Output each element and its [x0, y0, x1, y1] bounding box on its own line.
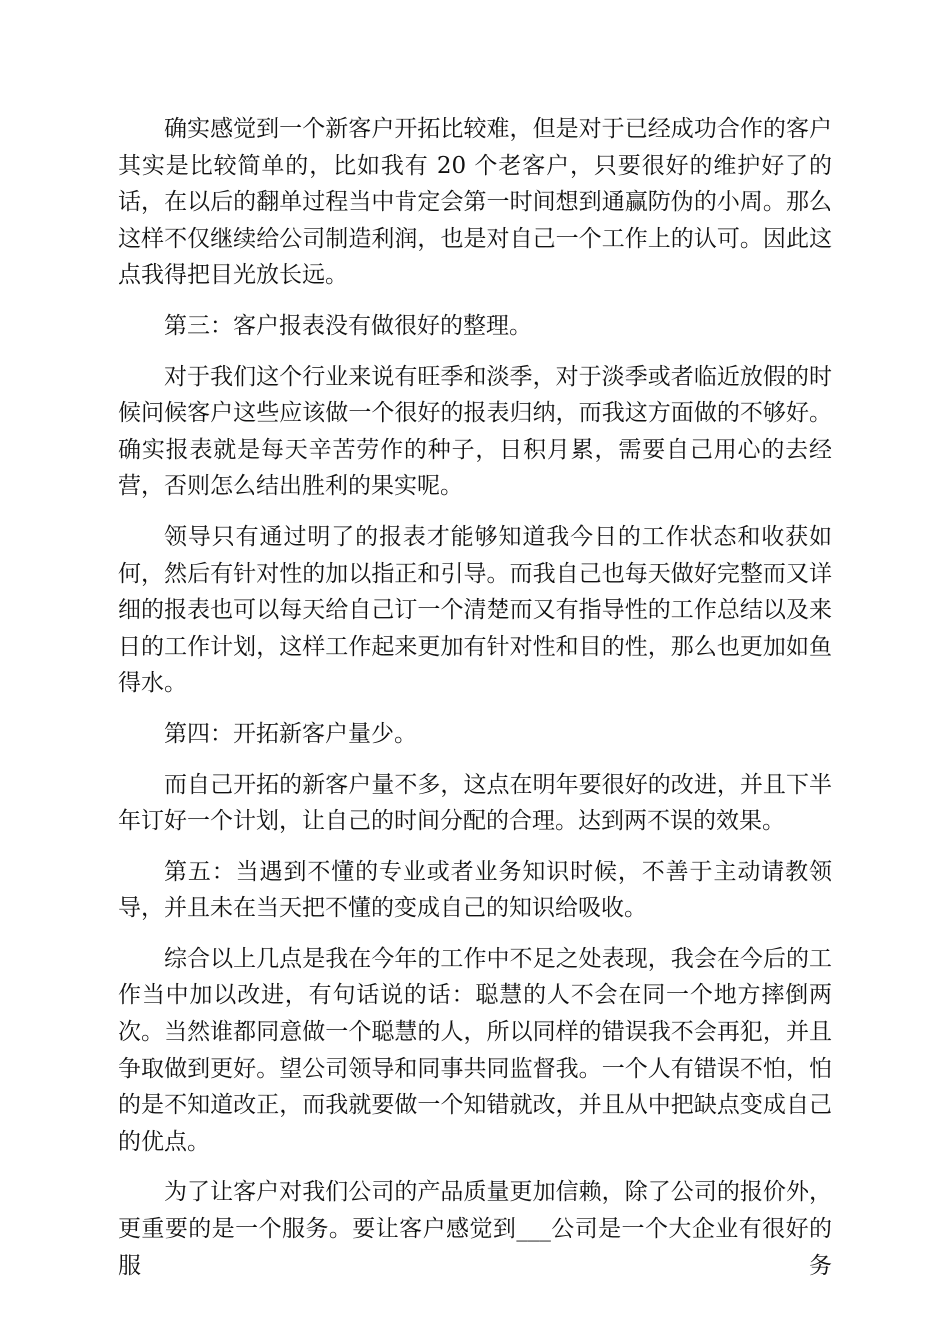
paragraph-2: 第三：客户报表没有做很好的整理。	[164, 312, 532, 339]
document-page	[118, 111, 832, 1298]
paragraph-5: 第四：开拓新客户量少。	[164, 720, 417, 747]
paragraph-4: 领导只有通过明了的报表才能够知道我今日的工作状态和收获如何，然后有针对性的加以指正和引导。而我自己也每天做好完整而又详细的报表也可以每天给自己订一个清楚而又有指导性的工作总结以及来日的工作计划，这样工作起来更加有针对性和目的性，那么也更加如鱼得水。	[118, 523, 832, 697]
paragraph-6: 而自己开拓的新客户量不多，这点在明年要很好的改进，并且下半年订好一个计划，让自己的时间分配的合理。达到两不误的效果。	[118, 771, 832, 835]
paragraph-7: 第五：当遇到不懂的专业或者业务知识时候，不善于主动请教领导，并且未在当天把不懂的变成自己的知识给吸收。	[118, 858, 832, 922]
paragraph-8: 综合以上几点是我在今年的工作中不足之处表现，我会在今后的工作当中加以改进，有句话说的话：聪慧的人不会在同一个地方摔倒两次。当然谁都同意做一个聪慧的人，所以同样的错误我不会再犯，并且争取做到更好。望公司领导和同事共同监督我。一个人有错误不怕，怕的是不知道改正，而我就要做一个知错就改，并且从中把缺点变成自己的优点。	[118, 945, 832, 1155]
paragraph-3: 对于我们这个行业来说有旺季和淡季，对于淡季或者临近放假的时候问候客户这些应该做一个很好的报表归纳，而我这方面做的不够好。确实报表就是每天辛苦劳作的种子，日积月累，需要自己用心的去经营，否则怎么结出胜利的果实呢。	[118, 363, 832, 500]
paragraph-1: 确实感觉到一个新客户开拓比较难，但是对于已经成功合作的客户其实是比较简单的，比如我有 20 个老客户，只要很好的维护好了的话，在以后的翻单过程当中肯定会第一时间想到通赢防伪的小周。那么这样不仅继续给公司制造利润，也是对自己一个工作上的认可。因此这点我得把目光放长远。	[118, 116, 832, 289]
paragraph-9: 为了让客户对我们公司的产品质量更加信赖，除了公司的报价外，更重要的是一个服务。要让客户感觉到___公司是一个大企业有很好的服务	[118, 1179, 832, 1279]
